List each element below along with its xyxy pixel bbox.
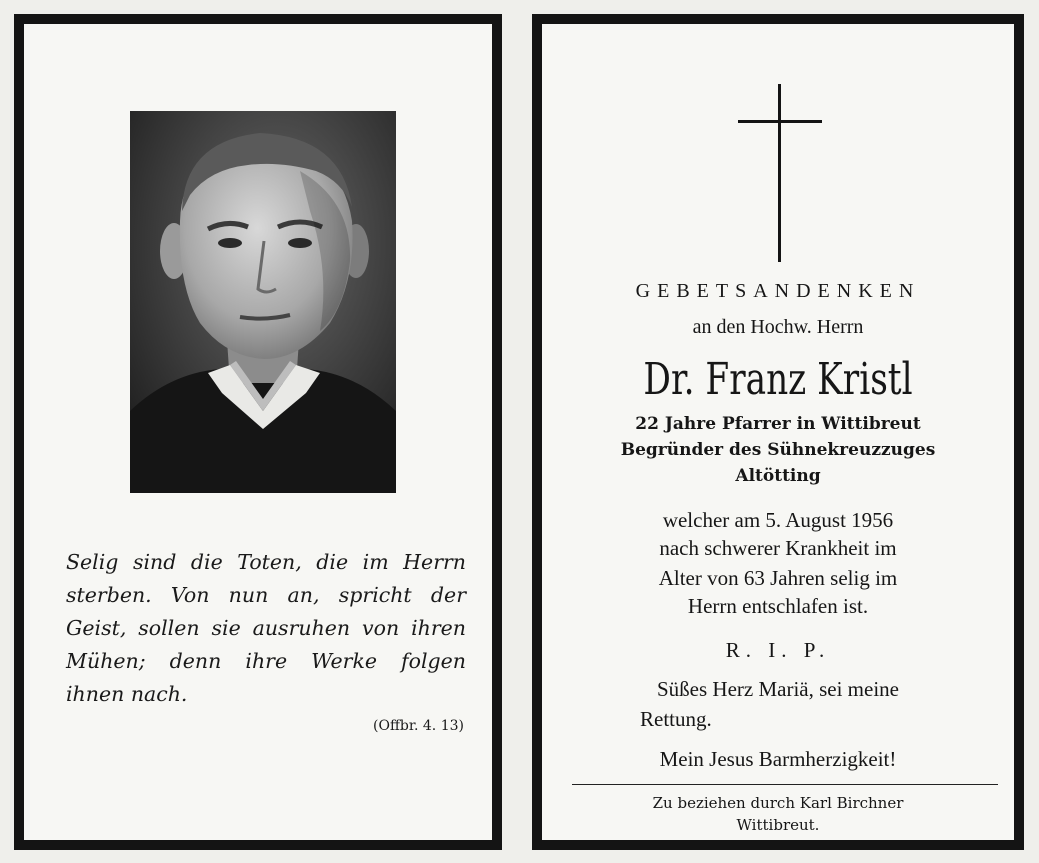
quote-line: ihnen nach. xyxy=(66,682,188,706)
death-line: Herrn entschlafen ist. xyxy=(687,594,869,618)
quote-line: Geist, sollen sie ausruhen von ihren xyxy=(66,616,466,640)
portrait-illustration xyxy=(130,111,396,493)
prayer-line: Rettung. xyxy=(640,707,712,731)
role-line: 22 Jahre Pfarrer in Wittibreut xyxy=(635,414,921,434)
intro-line: an den Hochw. Herrn xyxy=(692,316,864,338)
prayer-line: Mein Jesus Barmherzigkeit! xyxy=(659,747,897,771)
cross-icon xyxy=(738,84,822,262)
rip-text: R. I. P. xyxy=(725,638,831,662)
publisher-line: Zu beziehen durch Karl Birchner xyxy=(652,794,904,812)
right-card xyxy=(532,14,1024,850)
death-line: Alter von 63 Jahren selig im xyxy=(658,566,898,590)
death-line: welcher am 5. August 1956 xyxy=(662,508,894,532)
death-line: nach schwerer Krankheit im xyxy=(659,536,897,560)
quote-line: sterben. Von nun an, spricht der xyxy=(66,583,466,607)
publisher-line: Wittibreut. xyxy=(736,816,820,834)
left-card xyxy=(14,14,502,850)
deceased-name: Dr. Franz Kristl xyxy=(643,354,913,405)
quote-line: Selig sind die Toten, die im Herrn xyxy=(66,550,466,574)
portrait-photo xyxy=(130,111,396,493)
divider xyxy=(572,784,998,785)
quote-line: Mühen; denn ihre Werke folgen xyxy=(66,649,466,673)
quote-source: (Offbr. 4. 13) xyxy=(373,718,464,734)
role-line: Altötting xyxy=(735,466,821,486)
bible-quote xyxy=(66,546,466,711)
prayer-line: Süßes Herz Mariä, sei meine xyxy=(656,677,899,701)
card-title: GEBETSANDENKEN xyxy=(635,280,921,302)
role-line: Begründer des Sühnekreuzzuges xyxy=(620,440,936,460)
